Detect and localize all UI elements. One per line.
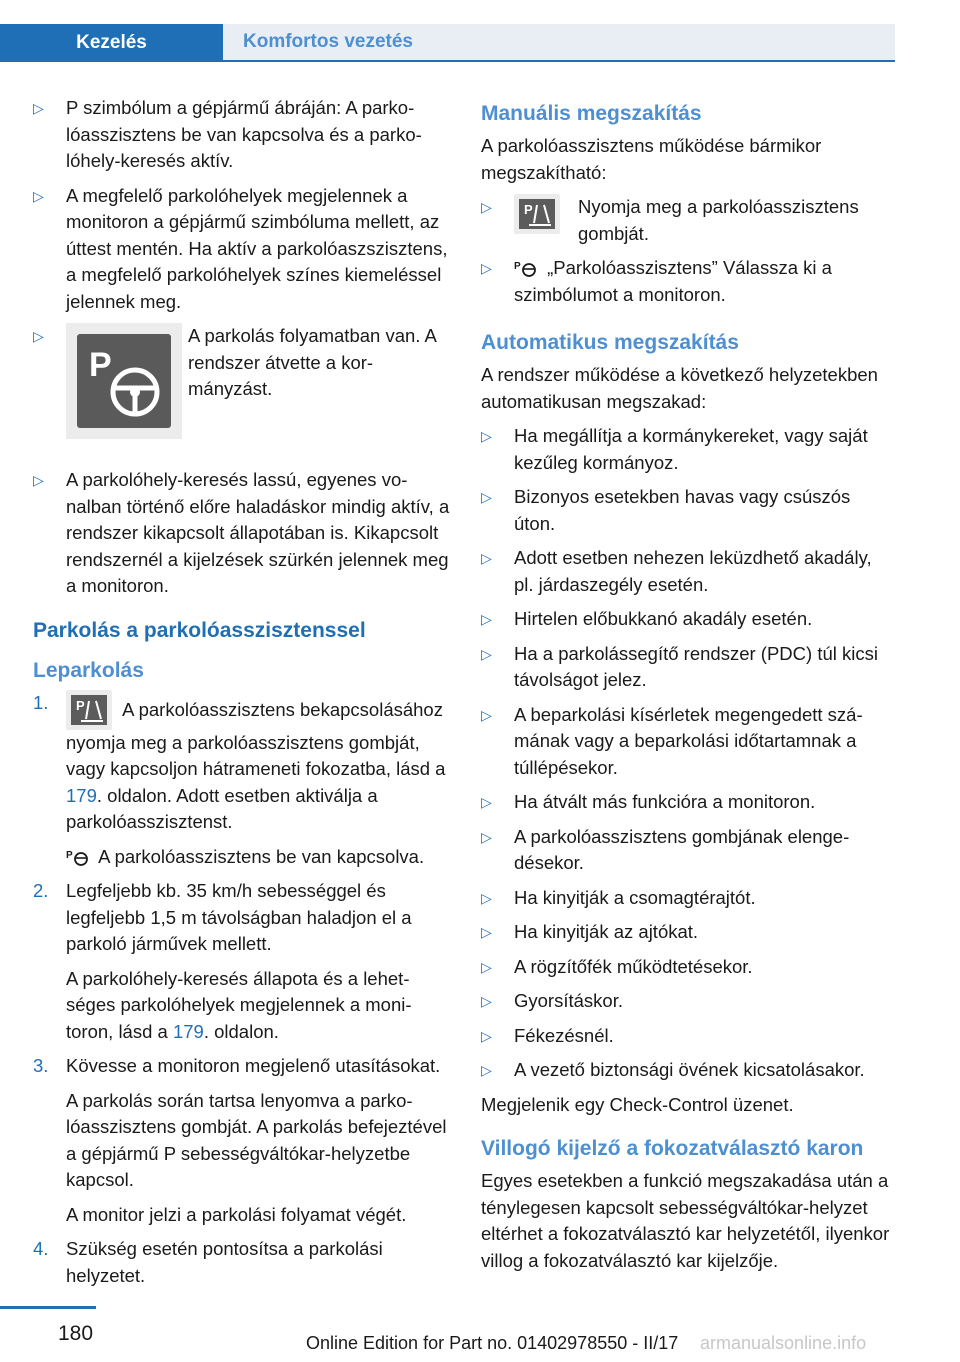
bullet-triangle-icon: ▷ xyxy=(481,993,492,1009)
bullet-triangle-icon: ▷ xyxy=(481,199,492,215)
list-item xyxy=(481,919,896,946)
bullet-triangle-icon: ▷ xyxy=(481,489,492,505)
bullet-triangle-icon: ▷ xyxy=(481,1062,492,1078)
svg-text:P: P xyxy=(89,346,112,384)
bullet-triangle-icon: ▷ xyxy=(33,100,44,116)
list-item xyxy=(481,255,896,308)
list-item xyxy=(481,423,896,476)
page-link[interactable]: 179 xyxy=(172,1020,204,1042)
bullet-triangle-icon: ▷ xyxy=(481,645,492,662)
bullet-triangle-icon: ▷ xyxy=(481,794,492,810)
numbered-step xyxy=(33,1236,451,1289)
list-item xyxy=(481,954,896,981)
paragraph: A parkolóasszisztens működése bármikor megszakítható: xyxy=(481,135,822,183)
list-item-text: A beparkolási kísérletek megengedett számának vagy a beparkolási időtartamnak a túllépésekor. xyxy=(514,703,863,778)
list-item-text: Ha megállítja a kormánykereket, vagy saját kezűleg kormányoz. xyxy=(514,425,868,473)
section-heading: Parkolás a parkolóasszisztenssel xyxy=(33,618,366,642)
list-item xyxy=(481,484,896,537)
list-item-text: Ha kinyitják az ajtókat. xyxy=(514,921,699,942)
header-divider xyxy=(0,60,895,62)
list-item-text: A parkolóhely-keresés lassú, egyenes vonalban történő előre haladáskor mindig aktív, a rendszer kikapcsolt állapotában is. Kikapcsolt rendszernél a kijelzések szürkén jelennek meg a monitoron. xyxy=(66,469,450,596)
list-item xyxy=(481,1057,896,1084)
right-column xyxy=(481,95,896,1282)
list-item xyxy=(481,545,896,598)
step-number: 2. xyxy=(33,880,49,901)
page-link[interactable]: 179 xyxy=(66,784,97,806)
list-item xyxy=(33,183,451,316)
left-column xyxy=(33,95,451,1297)
list-item-text: A parkolóasszisztens gombjának elengedésekor. xyxy=(514,825,850,873)
section-tab-komfortos-vezetes: Komfortos vezetés xyxy=(223,24,895,60)
list-item-text: Gyorsításkor. xyxy=(514,990,623,1011)
bullet-triangle-icon: ▷ xyxy=(481,260,492,276)
park-assist-symbol-icon xyxy=(66,848,90,866)
bullet-triangle-icon: ▷ xyxy=(481,924,492,940)
svg-text:P: P xyxy=(66,849,73,861)
step-number: 1. xyxy=(33,691,49,713)
step-text: Legfeljebb kb. 35 km/h sebességgel és legfeljebb 1,5 m távolságban haladjon el a parkoló járművek mellett. xyxy=(66,880,412,954)
list-item xyxy=(481,194,896,247)
bullet-triangle-icon: ▷ xyxy=(33,328,44,344)
bullet-triangle-icon: ▷ xyxy=(481,1027,492,1044)
list-item xyxy=(33,467,451,600)
list-item xyxy=(481,1023,896,1050)
bullet-triangle-icon: ▷ xyxy=(481,889,492,906)
step-text: Kövesse a monitoron megjelenő utasításokat. xyxy=(66,1055,441,1076)
step-note: A monitor jelzi a parkolási folyamat végét. xyxy=(66,1203,407,1225)
park-assist-symbol-icon xyxy=(514,259,538,277)
list-item xyxy=(481,789,896,816)
step-note-text: A parkolóasszisztens be van kapcsolva. xyxy=(98,845,425,867)
svg-text:P: P xyxy=(76,697,85,713)
list-item-text: Ha kinyitják a csomagtérajtót. xyxy=(514,886,756,908)
step-note-text: A parkolóhely-keresés állapota és a lehetséges parkolóhelyek megjelennek a monitoron, lásd a xyxy=(66,967,412,1042)
parking-steering-icon xyxy=(66,323,182,439)
step-text: A parkolóasszisztens bekapcsolásához nyomja meg a parkolóasszisztens gombját, vagy kapcsoljon hátrameneti fokozatba, lásd a xyxy=(66,698,446,779)
paragraph: Egyes esetekben a funkció megszakadása után a ténylegesen kapcsolt sebességváltókar-helyzet eltérhet a fokozatválasztó kar helyzetétől, ilyenkor villog a fokozatválasztó kar kijelzője. xyxy=(481,1170,890,1271)
subsection-heading: Manuális megszakítás xyxy=(481,102,702,125)
list-item-text: Nyomja meg a parkolóasszisztens gombját. xyxy=(578,196,859,244)
step-text: . oldalon. Adott esetben aktiválja a parkolóasszisztenst. xyxy=(66,784,378,832)
list-item-text: Adott esetben nehezen leküzdhető akadály, pl. járdaszegély esetén. xyxy=(514,547,872,595)
bullet-triangle-icon: ▷ xyxy=(481,706,492,723)
list-item xyxy=(481,606,896,633)
list-item xyxy=(481,824,896,877)
watermark: armanualsonline.info xyxy=(700,1333,867,1353)
list-item-text: Bizonyos esetekben havas vagy csúszós úton. xyxy=(514,486,851,534)
step-number: 4. xyxy=(33,1238,49,1259)
step-note xyxy=(33,966,451,1046)
park-assist-button-icon xyxy=(66,690,112,730)
paragraph: Megjelenik egy Check-Control üzenet. xyxy=(481,1093,794,1115)
list-item-text: Fékezésnél. xyxy=(514,1024,614,1046)
subsection-heading: Leparkolás xyxy=(33,658,144,682)
section-tab-kezeles: Kezelés xyxy=(0,24,223,62)
numbered-step xyxy=(33,1053,451,1080)
numbered-step xyxy=(33,690,451,836)
list-item-text: Ha a parkolássegítő rendszer (PDC) túl kicsi távolságot jelez. xyxy=(514,642,878,690)
bullet-triangle-icon: ▷ xyxy=(33,187,44,204)
bullet-triangle-icon: ▷ xyxy=(481,611,492,627)
list-item xyxy=(481,641,896,694)
bullet-triangle-icon: ▷ xyxy=(481,550,492,566)
step-note-text: . oldalon. xyxy=(203,1020,279,1042)
step-note xyxy=(33,844,451,871)
list-item xyxy=(481,988,896,1015)
edition-note: Online Edition for Part no. 01402978550 - II/17 xyxy=(306,1333,679,1353)
list-item-text: P szimbólum a gépjármű ábráján: A parkolóasszisztens be van kapcsolva és a parkolóhely-keresés aktív. xyxy=(66,97,422,171)
list-item-text: „Parkolóasszisztens” Válassza ki a szimbólumot a monitoron. xyxy=(514,257,832,305)
park-assist-button-icon xyxy=(514,194,566,242)
footer-divider xyxy=(0,1306,96,1309)
page-header xyxy=(0,0,895,62)
list-item xyxy=(481,885,896,912)
list-item xyxy=(33,95,451,175)
list-item-text: A parkolás folyamatban van. A rendszer átvette a kormányzást. xyxy=(188,325,436,399)
bullet-triangle-icon: ▷ xyxy=(481,828,492,845)
step-number: 3. xyxy=(33,1055,49,1076)
svg-text:P: P xyxy=(524,202,533,217)
numbered-step xyxy=(33,878,451,958)
step-text: Szükség esetén pontosítsa a parkolási helyzetet. xyxy=(66,1238,383,1286)
bullet-triangle-icon: ▷ xyxy=(33,472,44,488)
list-item-text: Ha átvált más funkcióra a monitoron. xyxy=(514,791,816,812)
step-note: A parkolás során tartsa lenyomva a parkolóasszisztens gombját. A parkolás befejeztével a gépjármű P sebességváltókar-helyzetbe kapcsol. xyxy=(66,1089,447,1190)
subsection-heading: Automatikus megszakítás xyxy=(481,331,739,354)
paragraph: A rendszer működése a következő helyzetekben automatikusan megszakad: xyxy=(481,364,878,412)
list-item-text: A megfelelő parkolóhelyek megjelennek a monitoron a gépjármű szimbóluma mellett, az úttest mentén. Ha aktív a parkolóaszszisztens, a megfelelő parkolóhelyek színes kiemeléssel jelennek meg. xyxy=(66,184,448,312)
bullet-triangle-icon: ▷ xyxy=(481,958,492,975)
subsection-heading: Villogó kijelző a fokozatválasztó karon xyxy=(481,1137,864,1160)
svg-text:P: P xyxy=(514,261,521,272)
list-item-text: Hirtelen előbukkanó akadály esetén. xyxy=(514,608,813,629)
list-item xyxy=(481,702,896,782)
bullet-triangle-icon: ▷ xyxy=(481,428,492,444)
page-number: 180 xyxy=(58,1322,94,1345)
list-item-text: A rögzítőfék működtetésekor. xyxy=(514,955,753,977)
list-item xyxy=(33,323,451,459)
list-item-text: A vezető biztonsági övének kicsatolásakor. xyxy=(514,1059,865,1080)
